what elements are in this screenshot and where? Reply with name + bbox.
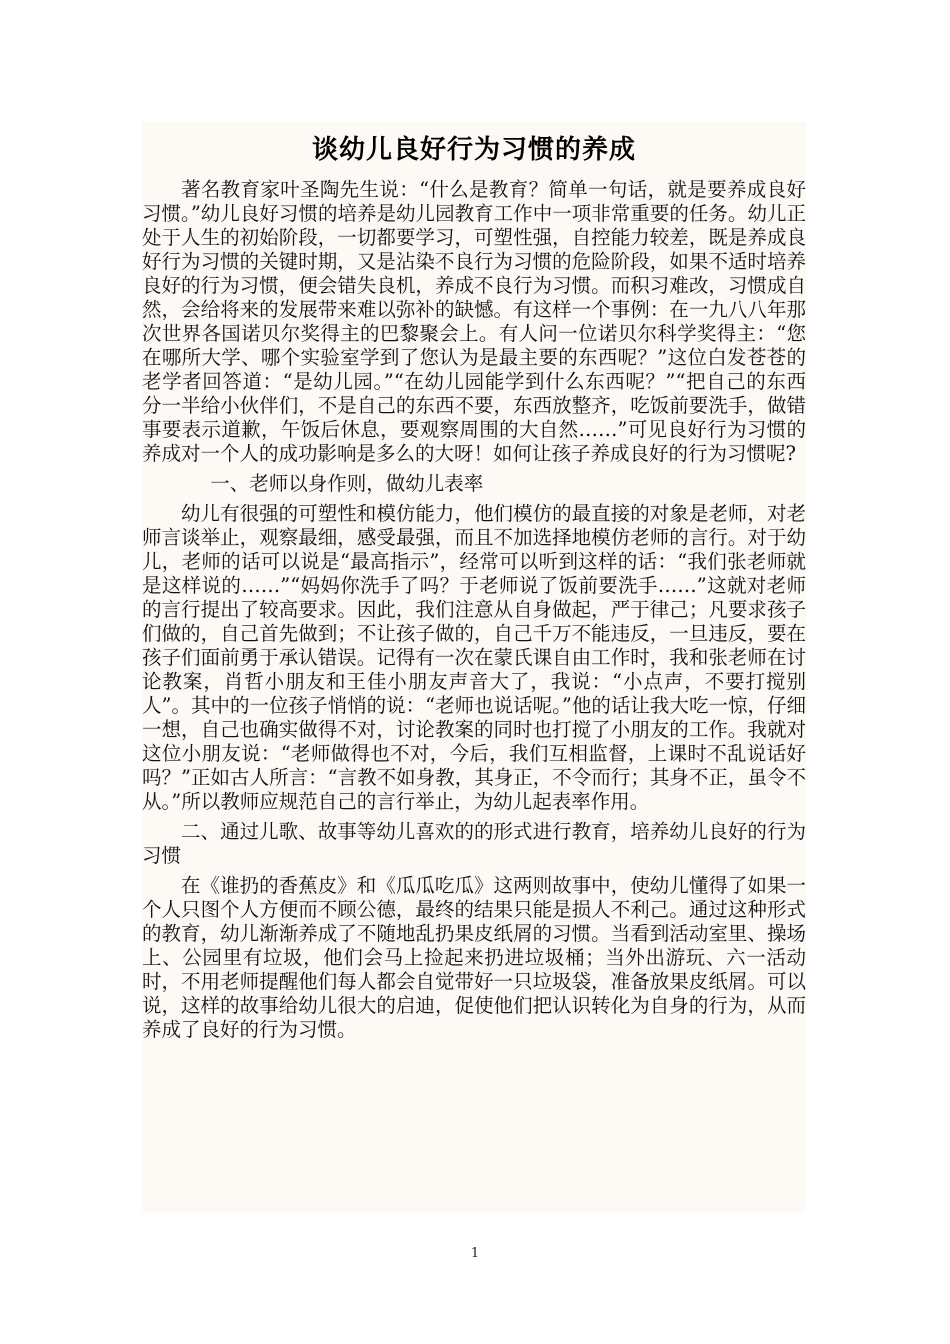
document-title: 谈幼儿良好行为习惯的养成 bbox=[311, 135, 636, 165]
section-2-paragraph: 在《谁扔的香蕉皮》和《瓜瓜吃瓜》这两则故事中，使幼儿懂得了如果一个人只图个人方便而不顾公德，最终的结果只能是损人不利己。通过这种形式的教育，幼儿渐渐养成了不随地乱扔果皮纸屑的习惯。当看到活动室里、操场上、公园里有垃圾，他们会马上捡起来扔进垃圾桶；当外出游玩、六一活动时，不用老师提醒他们每人都会自觉带好一只垃圾袋，准备放果皮纸屑。可以说，这样的故事给幼儿很大的启迪，促使他们把认识转化为自身的行为，从而养成了良好的行为习惯。 bbox=[142, 874, 806, 1041]
section-2-heading: 二、通过儿歌、故事等幼儿喜欢的的形式进行教育，培养幼儿良好的行为习惯 bbox=[142, 820, 806, 867]
section-1-paragraph: 幼儿有很强的可塑性和模仿能力，他们模仿的最直接的对象是老师，对老师言谈举止，观察最细，感受最强，而且不加选择地模仿老师的言行。对于幼儿，老师的话可以说是“最高指示”，经常可以听到这样的话：“我们张老师就是这样说的……”“妈妈你洗手了吗？于老师说了饭前要洗手……”这就对老师的言行提出了较高要求。因此，我们注意从自身做起，严于律己；凡要求孩子们做的，自己首先做到；不让孩子做的，自己千万不能违反，一旦违反，要在孩子们面前勇于承认错误。记得有一次在蒙氏课自由工作时，我和张老师在讨论教案，肖哲小朋友和王佳小朋友声音大了，我说：“小点声，不要打搅别人”。其中的一位孩子悄悄的说：“老师也说话呢。”他的话让我大吃一惊，仔细一想，自己也确实做得不对，讨论教案的同时也打搅了小朋友的工作。我就对这位小朋友说：“老师做得也不对，今后，我们互相监督，上课时不乱说话好吗？”正如古人所言：“言教不如身教，其身正，不令而行；其身不正，虽令不从。”所以教师应规范自己的言行举止，为幼儿起表率作用。 bbox=[142, 502, 806, 813]
section-1-heading: 一、老师以身作则，做幼儿表率 bbox=[210, 472, 484, 495]
intro-paragraph: 著名教育家叶圣陶先生说：“什么是教育？简单一句话，就是要养成良好习惯。”幼儿良好习惯的培养是幼儿园教育工作中一项非常重要的任务。幼儿正处于人生的初始阶段，一切都要学习，可塑性强，自控能力较差，既是养成良好行为习惯的关键时期，又是沾染不良行为习惯的危险阶段，如果不适时培养良好的行为习惯，便会错失良机，养成不良行为习惯。而积习难改，习惯成自然，会给将来的发展带来难以弥补的缺憾。有这样一个事例：在一九八八年那次世界各国诺贝尔奖得主的巴黎聚会上。有人问一位诺贝尔科学奖得主：“您在哪所大学、哪个实验室学到了您认为是最主要的东西呢？”这位白发苍苍的老学者回答道：“是幼儿园。”“在幼儿园能学到什么东西呢？”“把自己的东西分一半给小伙伴们，不是自己的东西不要，东西放整齐，吃饭前要洗手，做错事要表示道歉，午饭后休息，要观察周围的大自然……”可见良好行为习惯的养成对一个人的成功影响是多么的大呀！如何让孩子养成良好的行为习惯呢? bbox=[142, 178, 806, 465]
content-block bbox=[142, 122, 806, 1212]
page-number: 1 bbox=[470, 1246, 480, 1261]
